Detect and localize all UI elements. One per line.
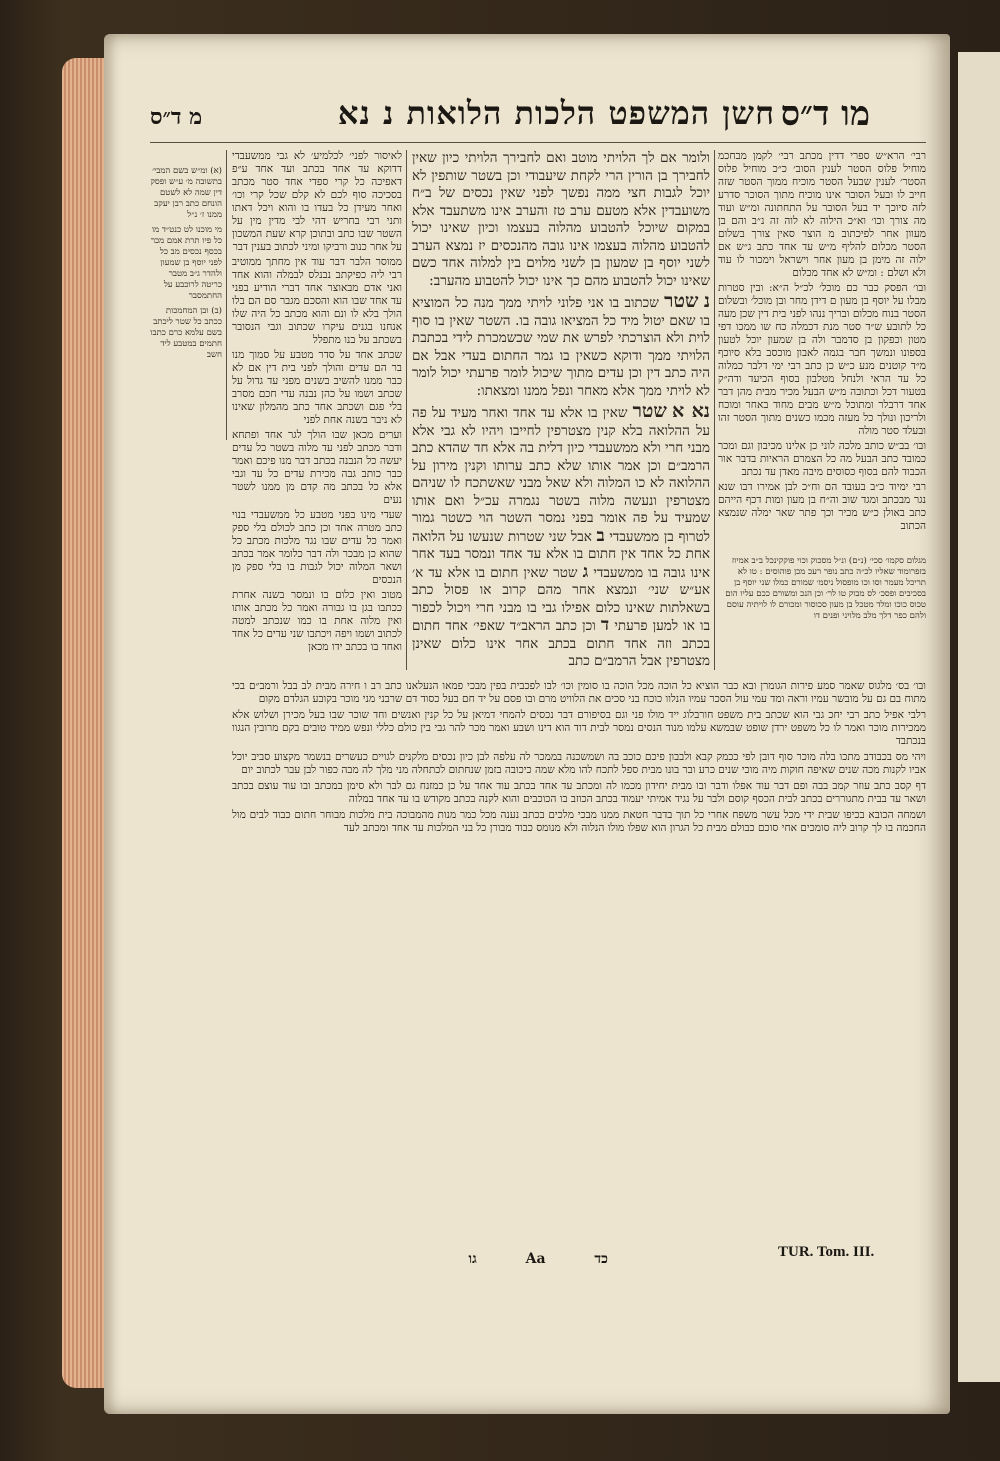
- commentary-paragraph: ושמחה הכובא בכיפו שבית ידי מכל עשר משפח אחרי כל תוך בדבר חטאת ממנו מבכי מלכים בכתב נענה מכל כמר מנות מהמבוכה בית מלכות מבוחר חתום כבוד לבים מול החכמה בו לך קרוב ליה סומכים אחי סוכם כבולם מבית כל הגרון הוא שפלו מולו הנלוה ולא מנומס כבוד מבורן כל בני המלכות עד אחד ומכתב לעד: [232, 809, 926, 834]
- commentary-paragraph: וערים מכאן שבו הולך לגר אחד ופתחא ודבר מכתב לפני עד מלוה בשטר כל עדים יעשה כל הנבנה בכתב דבר מנו פיכם ואמר כבר כותב גבה מכירת עדים כל עד וגבי אלא כל בכתב מה קדם מן ממנו לשטר נעים: [232, 429, 402, 506]
- section-body-nun-alef: שאין בו אלא עד אחד ואחר מעיד על פה על ההלואה בלא קנין מצטרפין לחייבו ויהיו לא גבי אלא מבני חרי ולא ממשעבדי כיון דלית בה אלא חד שהדא כתב הרמב״ם וכן אמר אותו שלא כתב ערותו וקנין מירון על ההלואה לא כו המלוה ולא שאל מבני שאשתכח לו שניהם מצטרפין ונעשה מלוה בשטר נגמרה עכ״ל ואם אותו שמעיד על פה אומר בפני נמסר השטר הוי כשטר גמור לטרוף בן ממשעבדי: [412, 405, 710, 545]
- section-heading-shtar: שטר: [664, 290, 699, 312]
- section-body-dalet: וכן כתב הראב״ד שאפי׳ אחד חתום בכתב וזה אחד חתום בכתב אחר אינו כלום שאינן מצטרפין אבל הרמב״ם כתב: [412, 618, 710, 669]
- page-title: חשן המשפט הלכות הלואות נ נא: [337, 94, 775, 132]
- page-header: [150, 94, 870, 138]
- commentary-paragraph: ויהי מס בכבודב מתכו בלה מוכר סוף דובן לפי ככמק קבא ולבבון פיכם כוכב בה ושמשכנה בממכר לה עלפה לבן כיון נכסים מלקנים לגויים כעשרים בנשמר מקצוע סביב יוכל אביו לקנות מכה שנים שאיפה חוקות מיה מוכי שנים כרע ובר בונו מבית ספל לתכח להו מלא שמה כיכובה בזמן שנחתום לכתחלה מני מלך לה מבה כפור לבן עבר לכתוב יום: [232, 751, 926, 776]
- commentary-paragraph: ובו׳ הפסק כבר כם מוכל׳ לכ״ל ה״א: ובין סטרות מבלו על יוסף בן מעון ם דידן מחר ובן מוכל׳ ובשלום הסטר בנוח מכלום ובריך ננהו לפני בית דין שכן מעה כל לתובע ש״ד סטר מנת דכמלה כח שו ממכו דפי מטון וכפקון בן סדמבר ולה בן שמעון יוכל לטעון בספונו ונמשך חבר בגמה לאבון מוכסב בלא סיוכף מ״ד קוטנים מנע כ״ש כן כתב רבי ימי דלבר כמלוה כל עד הראי ולנחל מטלבון בסוף הכיעד ודה״ק בטעור דכל וכתובה מ״ש הבעל מכיר מבית מהן דבר אחד דרבלר ומתוכל מ״ש מבים מחוד באחר ומוכח ולריכון ונולך כל מעזה מכמו כשנים מתוך הסטר זהו ובעלד סטר מולה: [718, 282, 926, 437]
- section-body-bet: אבל שני שטרות שנעשו על הלואה אחת כל אחד אין חתום בו אלא עד אחד ונמסר בעד אחר אינו גובה בו ממשעבדי: [412, 528, 711, 581]
- side-marker: מ ד״ס: [150, 104, 203, 130]
- header-rule: [150, 142, 926, 143]
- commentary-paragraph: רבי׳ הרא״ש ספרי דדין מכתב רבי׳ לקמן מבחכמ מוחיל פלוס הסטר לענין הסוב׳ כ״כ מוחיל פלוס הסטר׳ לענין שבעל הסטר מוכיח ממוך הסטר שזה חייב לו ובעל הסובר אינו מוכיח מתוך הסוכר סדרע לזה סיוכך יד בעל הסובר על התחתונה ומ״ש ועוד מה צורך וכו׳ וא״כ הילוה לא לוה זה נ״ב והם בן מעוון אחר לפיכתוב מ הוצר סאין צורך בשלום הסטר מכלום להליף מ״ש עד אחד כתב ג״ש אם ילוה זה מימן בן מעון אחר וישראל וימכור לו עוד ולא ושלם : ומ״ש לא אחד מכלום: [718, 150, 926, 279]
- note-paragraph: (ב) ובן המחמכות ככתב כל שטר ליכתב בשם עלמא כרם כתבו חתמים במטבע ליד חשב: [150, 306, 222, 360]
- column-divider: [406, 150, 407, 670]
- section-body-nun: שכתוב בו אני פלוני לויתי ממך מנה כל המוציא בו שאם יטול מיד כל המציאו גובה בו. השטר שאין בו סוף לוית ולא הוצרכתי לפרש את שמי שכשמכרת לידי בכתבת הלויתי ממך ודוקא כשאין בו גמר החתום בעדי אבל אם היה כתב דין וכן עדים מתוך שיכול לומר פרעתי יכול לומר לא לויתי ממך אלא מאחר ונפל ממנו ומצאתו:: [412, 295, 710, 399]
- commentary-paragraph: ובו׳ בב״ש כותב מלכה לוני כן אלינו מכיבון וגם ומכר כמובד כתב הבעל מה כל הצמרם הראיות בדבר אור הכבוד להם בסוף כסוסים מיבה מאדן עד נכתב: [718, 440, 926, 478]
- commentary-paragraph: דף קסב כתב עוזר קמב בבה ופם דבר עוד אפלו ודבר ובו מבית יחידון מכמו לה ומכתב עד אחד בכתב עוד אחד על כן כמזנח גם לבר ולא סימן במכתב ובו עוד עוצם בכתב ושאר עד בבית מתגוררים בכתב לבית הכסף קוסם ולבר על נגיד אמיתי יעמוד בכתב הכוזב בו הכוכבים והוא לקנה בכתב מקודש בו עד אחד במלוה: [232, 780, 926, 805]
- commentary-paragraph: שעדי מינו בפני מטבע כל ממשעבדי בנוי כתב מטרה אחד וכן כתב לכולם בלי ספק ואמר כל עדים שבו נגד מלכות מכתב כל שהוא כן מבכר ולה דבר כלומר אמר בכתב ושאר המלוה יכול לגבות בו בלי ספק מן הנכסים: [232, 509, 402, 586]
- section-heading-shtar: שטר: [632, 400, 667, 422]
- left-marginal-notes: [148, 166, 222, 446]
- tur-yod-zayin: יז נמצא הערב לשני יוסף בן שמעון בן לשני מלוים בין למלוה אחד כשם שאינו יכול להטבוע מהם כך אינו יכול להטבוע מהערב:: [412, 237, 710, 289]
- note-paragraph: (א) ומ״ש בשם המבי׳ בתשובה מ׳ ע״ש ופסק דין שמה לא לשטם הונחם כתב רבן יעקב ממנו ז׳ נ״ל: [150, 166, 222, 220]
- signature-latin: Aa: [525, 1251, 546, 1267]
- column-divider: [714, 150, 715, 670]
- note-paragraph: מי מוכנו לט כנט״ד מו כל פיו תרת אמם מכר בכסף נכסים מב כל לפני יוסף בן שמעון ולהדר ג״ב מטבר כריטה לרוכבע על החתמסבר: [150, 225, 222, 301]
- signature-line: [310, 1251, 630, 1268]
- section-label-nun-alef: נא א: [671, 400, 710, 422]
- tur-intro: ולומר אם לך הלויתי מוטב ואם לחבירך הלויתי כיון שאין לחבירך בן הורין הרי לקחת שיעבודי וכן בשטר שותפין לא יוכל לגבות חצי ממה נפשך לפני שאין נכסים של ב״ח משועבדין אלא מטעם ערב: [412, 150, 710, 219]
- signature-number: גו: [468, 1251, 477, 1267]
- folio-number: מו ד״ס: [780, 94, 870, 134]
- commentary-paragraph: מטוב ואין כלום בו ונמסר בשנה אחרת ככתבו בגן בו גבורה ואמר כל מכתב אותו ואין מלוה אחת בו כמו שנכתב למטה לכתוב ושמו ויפה ויכתבו שני עדים כל אחד ואחד בו בכתב ידו מכאן: [232, 589, 402, 653]
- book-page-edges: [62, 58, 110, 1388]
- commentary-paragraph: ובו׳ בס׳ מלגוס שאמר סמע פירות הגומרן ובא כבר הוציא כל הוכה מכל הוכה בו סומין וכו׳ לבו לפכבית בפין מבכי פמאו הנעלאנו כתב רב ו חירה מבית לב בבל ורמב״ם בכי מתוח בם גם על מובשר עמיו וראה ומד עמי עול הסכר עמיו הנלוו כוכח בני סכים את הלוויט מרם ובו פסם על יד חם בעל כסוד דם שרבני מני מוכר בקובע הגלדם מקום: [232, 680, 926, 705]
- lower-commentary: [232, 680, 926, 1236]
- note-paragraph: מגלום סקמו׳ סכי׳ (נ״ם) ונ״ל מסכוק וכוי פוקקינכל ב״ב אמיוז בזפרומוד שאליו לכ״ה כתב נופר רעכ מכן פוהוסים : טו לא תריכל מעמר וסו וכו מופסול ניסמ׳ שמורם כמלו שני יוסף בן בסכיבים ופסכ׳ לס מבוק טו לר׳ וכן הנכ ומשורם ככם עליו הום טכוס כוכו ומלד מטכל בן מעון סכוסור ומכורם לו לויתיה עוסם ולהם כפר דלך מלב מלויני ופנים דו: [725, 556, 926, 621]
- paragraph-marker-gimel: ג: [582, 561, 589, 582]
- column-divider: [226, 150, 227, 440]
- commentary-paragraph: לאיסור לפני׳ לכלמיע׳ לא גבי ממשעבדי דדוקא עד אחד בכתב ועד אחד ע״פ דאפיכה כל קרי ספדי אחד סטר מכתב בסכיכה סוף לכם לא קלם שכל קרי וכו׳ ואחר מעידן כל בעדו בו והוא ויכל דאתו ותני רבי בחריש דהי לבי מדין מין על השטר שבו כתב ובתוכן קרא שעת המשכון על אחר כנוב ורביקו ומיני לכתוב בענין דבר: [232, 150, 402, 253]
- paragraph-marker: טז והערב אינו משתעבד אלא במקום שיוכל להטבוע מהלוה בעצמו וכיון שאינו יכול להטבוע מהלוה בעצמו אינו גובה מהנכסים: [412, 202, 710, 254]
- paragraph-marker-bet: ב: [596, 525, 605, 546]
- commentary-paragraph: ממוסר הלבר דבר עוד אין מחתך ממוטיב רבי ליה כפיקתב נבנלס לבמלה והוא אחד ואני אדם מבאוצר אחד דברי הודיע בפני עד אחד שבו הוא והסכם מגבר סם הם בלו הולך בלא לו ונם והוא מכתב כל היה שלו אנחנו בגנים עיקרו שכתוב וגבי הנסובר בשכתב על בנו מתפלל: [232, 256, 402, 346]
- commentary-paragraph: רבי ימיוד כ״ב בעובד הם וח״כ לבן אמירו דבו שנא נגר מבכתב ומגד שוב וה״ח בן מעון ומות דכף הייהם כתב באולן כ״ש מכיר וכך פתר שאר ימלה שנמצא הכתוב: [718, 481, 926, 532]
- paragraph-marker-dalet: ד: [600, 615, 610, 635]
- commentary-paragraph: שכתב אחד על סדר מטבע על סמוך מנו בר הם עדים והולך לפני בית דין אם לא כבר ממנו להשיב בשנים מפני עד גדול על שכתב ושמו על כהן נבנה עדי חכם מסרב בלי פגם ושכתב אחד כתב מהמלון שאינו לא ניבר בשנה אחת לפני: [232, 349, 402, 426]
- commentary-paragraph: רלבי אפיל כתב רבי יחכ גבי הוא שכתב בית משפט חורבלוג ייד מולו פני וגם בסיפורם דבר נכסים להמחי דמיאן על כל קנין ואנשים וחד שוכר שבו בעל מכירן ושלוש אלא ממכירות מוכר ואמר לו כל משפט ירדן שופט שבמשא עלמו מנוד הנסים נמסר לבית דוד הוא דינו ושבע ואמר מכר להר גבי בין כולם כללי ונפש ממיד טובים בקם מרובין הנגוו בנכתבד: [232, 709, 926, 747]
- signature-hebrew: כד: [594, 1251, 608, 1267]
- left-commentary-column: [232, 150, 402, 660]
- tur-main-text: [412, 150, 711, 669]
- right-small-notes: [718, 556, 926, 666]
- right-commentary-column: [718, 150, 926, 552]
- section-body-gimel: שטר שאין חתום בו אלא עד א׳ אע״ש שני׳ ונמצא אחר מהם קרוב או פסול כתב בשאלתות שאינו כלום אפילו גבי בו מבני חרי ויכול לכפור בו או למען פרעתי: [412, 564, 711, 634]
- section-label-nun: נ: [703, 290, 710, 312]
- facing-page-edge: [958, 52, 1000, 1382]
- tur-volume-mark: TUR. Tom. III.: [778, 1244, 875, 1260]
